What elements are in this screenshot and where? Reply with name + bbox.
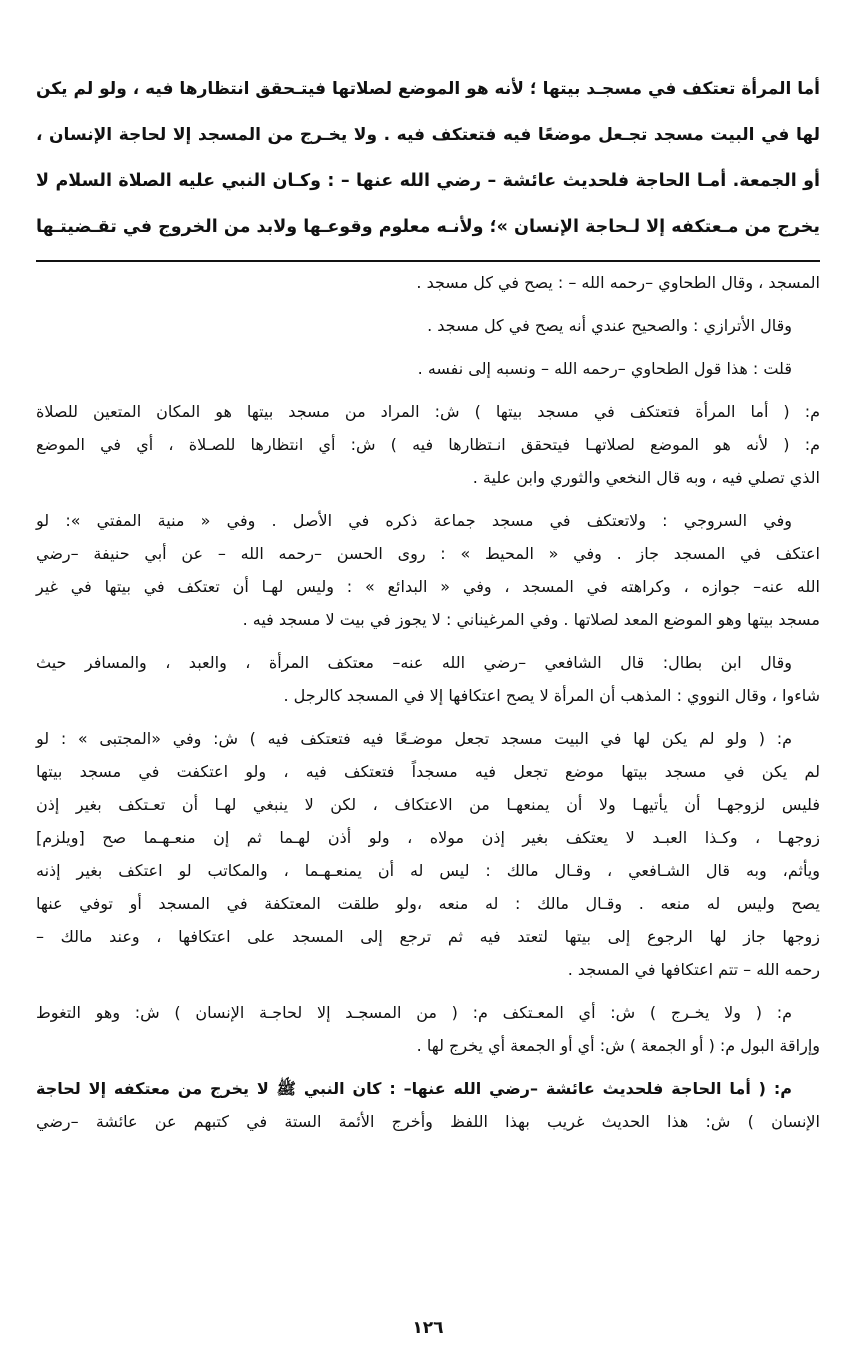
commentary-line: م: ( أما الحاجة فلحديث عائشة –رضي الله عنها– : كان النبي ﷺ لا يخرج من معتكفه إلا لحاجة [36, 1079, 792, 1098]
commentary-line: زوجها جاز لها الرجوع إلى بيتها لتعتد فيه ثم ترجع إلى المسجد على اعتكافها ، وعند مالك – [36, 927, 820, 946]
commentary-line: الله عنه– جوازه ، وكراهته في المسجد ، وفي « البدائع » : وليس لهـا أن تعتكف في بيتها في غير [36, 577, 820, 596]
commentary-line: مسجد بيتها وهو الموضع المعد لصلاتها . وفي المرغيناني : لا يجوز في بيت لا مسجد فيه . [242, 610, 820, 629]
commentary-paragraph [36, 504, 820, 636]
commentary-line: فليس لزوجهـا أن يأتيهـا ولا أن يمنعهـا من الاعتكاف ، لكن لا ينبغي لهـا أن تعـتكف بغير إذن [36, 795, 820, 814]
commentary-line: وفي السروجي : ولاتعتكف في مسجد جماعة ذكره في الأصل . وفي « منية المفتي »: لو [36, 511, 792, 530]
commentary-paragraph [36, 1072, 820, 1138]
commentary-line: ويأثم، وبه قال الشـافعي ، وقـال مالك : ليس له أن يمنعـهـما ، والمكاتب لو اعتكف بغير إذنه [36, 861, 820, 880]
commentary-paragraph [36, 352, 820, 385]
commentary-line: لم يكن في مسجد بيتها موضع تجعل فيه مسجداً فتعتكف فيه ، ولو اعتكفت في مسجد بيتها [36, 762, 820, 781]
commentary-paragraph [36, 266, 820, 299]
commentary-paragraph [36, 996, 820, 1062]
main-text-line: لها في البيت مسجد تجـعل موضعًا فيه فتعتكف فيه . ولا يخـرج من المسجد إلا لحاجة الإنسان ، [36, 125, 820, 145]
commentary-line: الذي تصلي فيه ، وبه قال النخعي والثوري وابن علية . [472, 468, 820, 487]
commentary-line: م: ( أما المرأة فتعتكف في مسجد بيتها ) ش: المراد من مسجد بيتها هو المكان المتعين للصلاة [36, 402, 820, 421]
commentary-line: م: ( ولا يخـرج ) ش: أي المعـتكف م: ( من المسجـد إلا لحاجـة الإنسان ) ش: وهو التغوط [36, 1003, 792, 1022]
page-number: ١٢٦ [412, 1318, 444, 1338]
commentary-line: شاءوا ، وقال النووي : المذهب أن المرأة لا يصح اعتكافها إلا في المسجد كالرجل . [283, 686, 820, 705]
commentary [36, 266, 820, 1138]
commentary-line: وقال الأترازي : والصحيح عندي أنه يصح في كل مسجد . [427, 316, 792, 335]
commentary-line: المسجد ، وقال الطحاوي –رحمه الله – : يصح في كل مسجد . [416, 273, 820, 292]
commentary-line: وإراقة البول م: ( أو الجمعة ) ش: أي أو الجمعة أي يخرج لها . [416, 1036, 820, 1055]
commentary-line: وقال ابن بطال: قال الشافعي –رضي الله عنه– معتكف المرأة ، والعبد ، والمسافر حيث [36, 653, 792, 672]
commentary-line: يصح وليس له منعه . وقـال مالك : له منعه ،ولو طلقت المعتكفة في المسجد أو توفي عنها [36, 894, 820, 913]
commentary-paragraph [36, 646, 820, 712]
commentary-paragraph [36, 722, 820, 986]
commentary-paragraph [36, 309, 820, 342]
commentary-line: م: ( لأنه هو الموضع لصلاتهـا فيتحقق انـتظارها فيه ) ش: أي انتظارها للصـلاة ، أي في الموضع [36, 435, 820, 454]
commentary-paragraph [36, 395, 820, 494]
commentary-line: م: ( ولو لم يكن لها في البيت مسجد تجعل موضـعًا فيه فتعتكف فيه ) ش: وفي «المجتبى » : لو [36, 729, 792, 748]
commentary-line: قلت : هذا قول الطحاوي –رحمه الله – ونسبه إلى نفسه . [417, 359, 792, 378]
commentary-line: الإنسان ) ش: هذا الحديث غريب بهذا اللفظ وأخرج الأئمة الستة في كتبهم عن عائشة –رضي [36, 1112, 820, 1131]
main-text-line: أو الجمعة. أمـا الحاجة فلحديث عائشة – رضي الله عنها – : وكـان النبي عليه الصلاة السلام لا [36, 171, 820, 191]
page-content [36, 66, 820, 1148]
commentary-line: اعتكف في المسجد جاز . وفي « المحيط » : روى الحسن –رحمه الله – عن أبي حنيفة –رضي [36, 544, 820, 563]
commentary-line: رحمه الله – تتم اعتكافها في المسجد . [567, 960, 820, 979]
main-text-line: أما المرأة تعتكف في مسجـد بيتها ؛ لأنه هو الموضع لصلاتها فيتـحقق انتظارها فيه ، ولو لم يكن [36, 79, 820, 99]
main-text [36, 66, 820, 250]
section-divider [36, 260, 820, 262]
main-text-line: يخرج من مـعتكفه إلا لـحاجة الإنسان »؛ ولأنـه معلوم وقوعـها ولابد من الخروج في تقـضيتـها [36, 217, 820, 237]
commentary-line: زوجهـا ، وكـذا العبـد لا يعتكف بغير إذن مولاه ، ولو أذن لهـما ثم إن منعـهـما صح [ويلزم] [36, 828, 820, 847]
